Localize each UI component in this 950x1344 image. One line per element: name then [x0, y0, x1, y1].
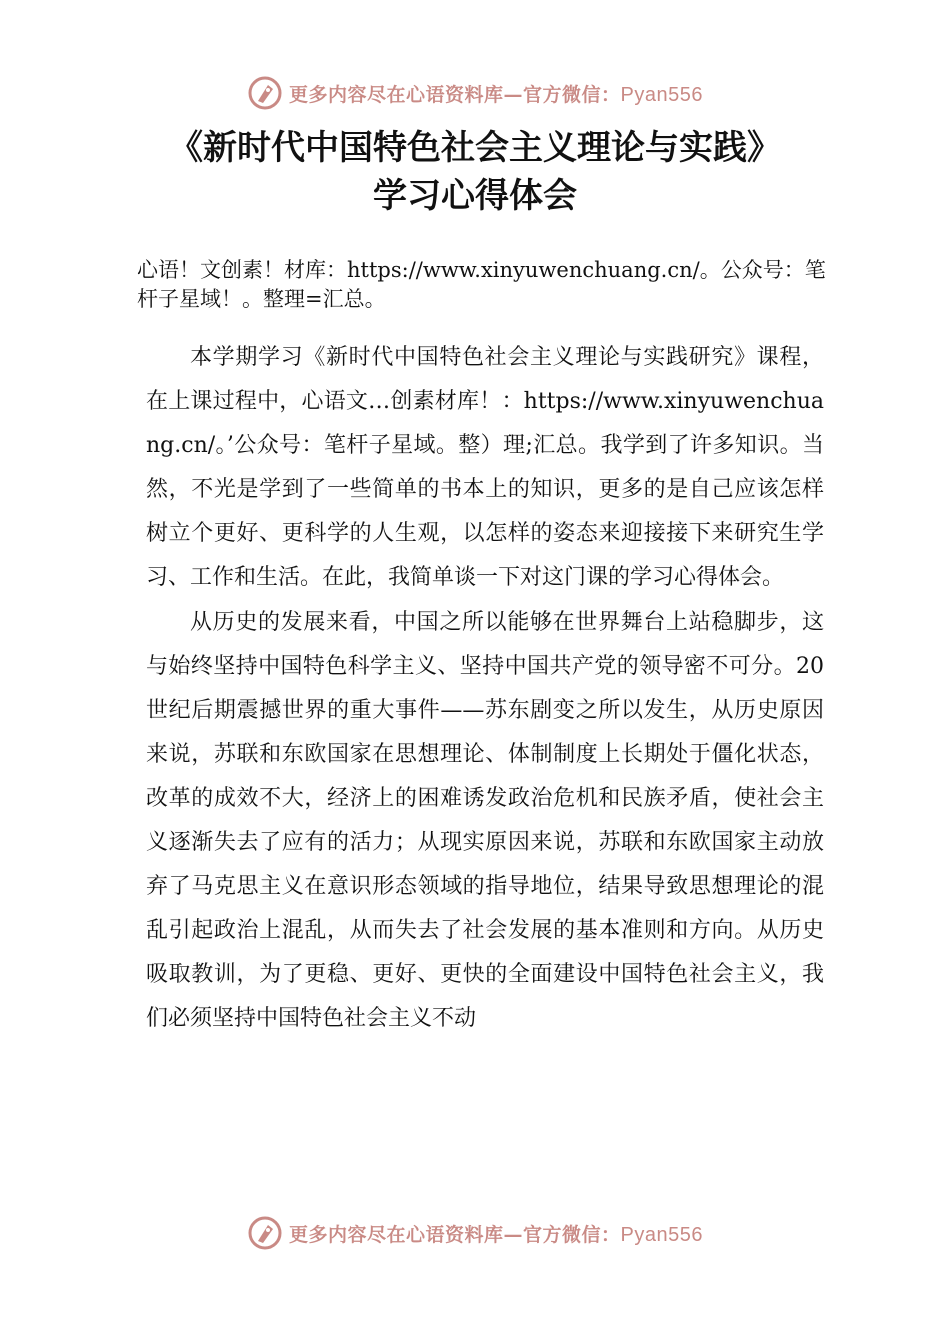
- header-banner: [0, 73, 950, 113]
- pen-nib-logo-icon: [247, 1215, 283, 1251]
- wechat-id: Pyan556: [620, 1223, 703, 1246]
- banner-text: 更多内容尽在心语资料库—官方微信：Pyan556: [289, 1223, 703, 1246]
- footer-banner: [0, 1213, 950, 1253]
- pen-nib-logo-icon: [247, 75, 283, 111]
- title-line-2: 学习心得体会: [373, 176, 577, 216]
- banner-text: 更多内容尽在心语资料库—官方微信：Pyan556: [289, 83, 703, 106]
- source-note: 心语！文创素！材库：https://www.xinyuwenchuang.cn/。公众号：笔杆子星域！。整理=汇总。: [137, 258, 826, 311]
- paragraph-2: 从历史的发展来看，中国之所以能够在世界舞台上站稳脚步，这与始终坚持中国特色科学主义、坚持中国共产党的领导密不可分。20世纪后期震撼世界的重大事件——苏东剧变之所以发生，从历史原因来说，苏联和东欧国家在思想理论、体制制度上长期处于僵化状态，改革的成效不大，经济上的困难诱发政治危机和民族矛盾，使社会主义逐渐失去了应有的活力；从现实原因来说，苏联和东欧国家主动放弃了马克思主义在意识形态领域的指导地位，结果导致思想理论的混乱引起政治上混乱，从而失去了社会发展的基本准则和方向。从历史吸取教训，为了更稳、更好、更快的全面建设中国特色社会主义，我们必须坚持中国特色社会主义不动: [146, 609, 824, 1032]
- wechat-id: Pyan556: [620, 83, 703, 106]
- document-body: [146, 336, 824, 1042]
- document-title: [60, 124, 890, 220]
- paragraph-1: 本学期学习《新时代中国特色社会主义理论与实践研究》课程，在上课过程中，心语文…创素材库！：https://www.xinyuwenchuang.cn/。’公众号：笔杆子星域。整）理;汇总。我学到了许多知识。当然，不光是学到了一些简单的书本上的知识，更多的是自己应该怎样树立个更好、更科学的人生观，以怎样的姿态来迎接接下来研究生学习、工作和生活。在此，我简单谈一下对这门课的学习心得体会。: [146, 345, 824, 591]
- title-line-1: 《新时代中国特色社会主义理论与实践》: [169, 128, 781, 168]
